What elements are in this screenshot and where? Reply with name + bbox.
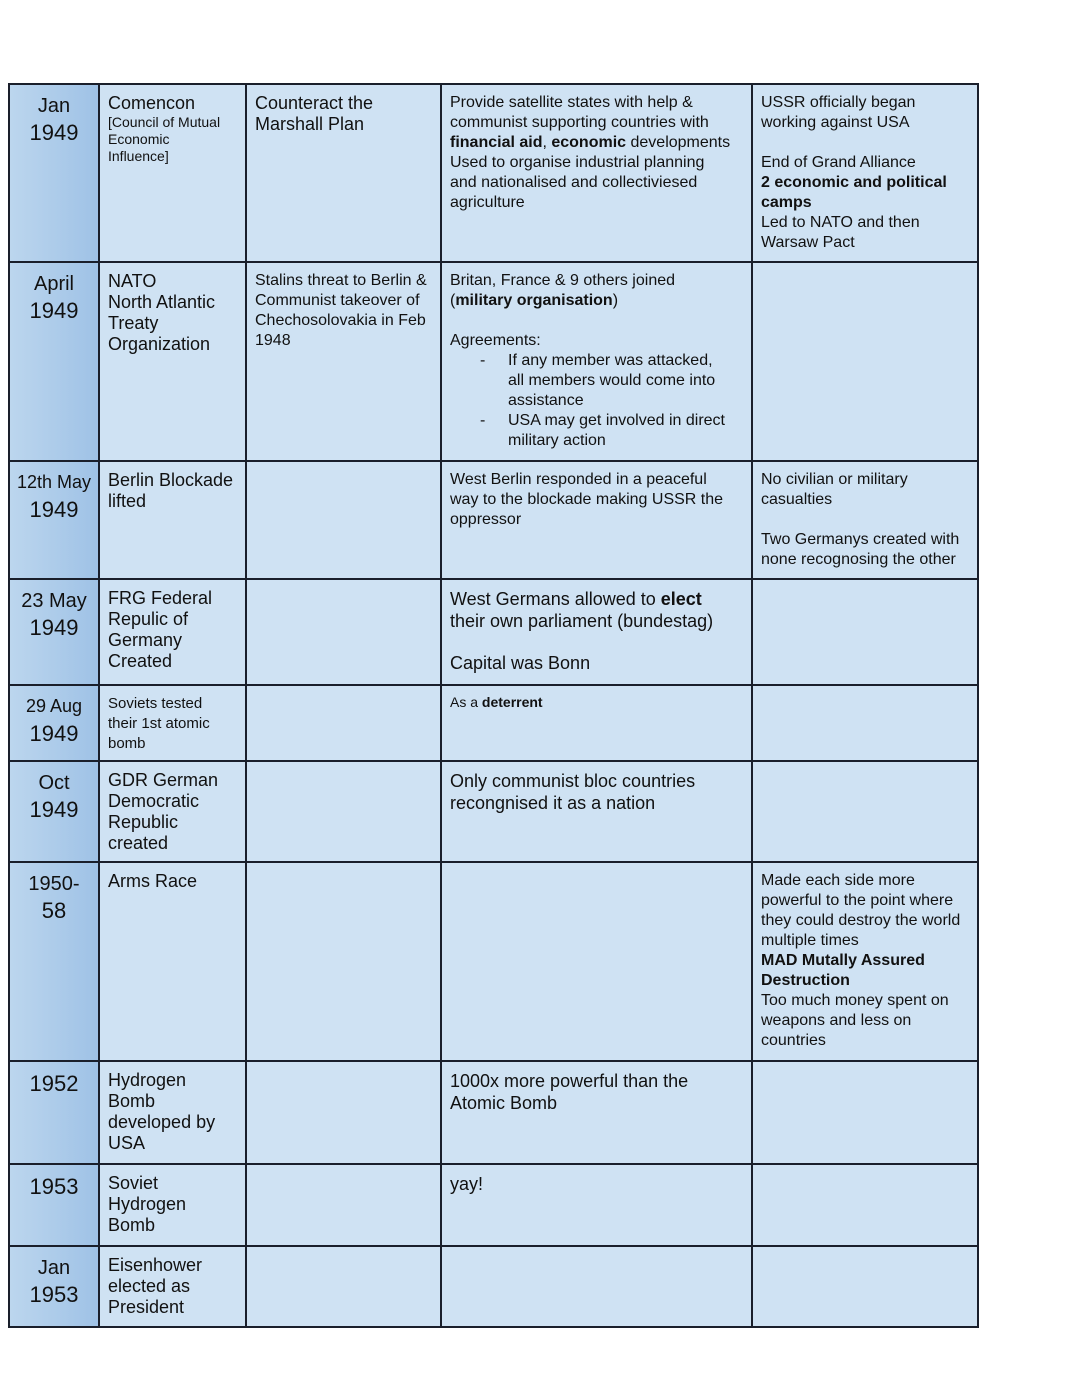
event-line: elected as: [108, 1276, 191, 1296]
details-line: [450, 311, 743, 331]
event-cell: [99, 461, 246, 579]
consequences-line: casualties: [761, 491, 833, 508]
text-segment: West Germans allowed to: [450, 589, 661, 609]
table-row: [9, 84, 978, 262]
bullet-text: all members would come into: [508, 372, 716, 389]
consequences-line: countries: [761, 1032, 826, 1049]
details-line: [450, 291, 743, 311]
consequences-line: End of Grand Alliance: [761, 154, 916, 171]
bullet-text: If any member was attacked,: [508, 352, 713, 369]
date-line: April: [33, 273, 74, 295]
cause-line: Marshall Plan: [255, 114, 365, 134]
date-line: 1953: [29, 1174, 79, 1199]
cause-cell: [246, 461, 441, 579]
details-line: communist supporting countries with: [450, 114, 709, 131]
bold-text: military organisation: [455, 292, 613, 309]
consequences-cell: [752, 1246, 978, 1327]
details-cell: [441, 1246, 752, 1327]
consequences-cell: [752, 1061, 978, 1164]
date-line: 1949: [29, 615, 79, 640]
bullet-item: [450, 391, 743, 411]
event-line: Germany: [108, 630, 183, 650]
date-line: 1949: [29, 721, 79, 746]
event-line: Comencon: [108, 93, 196, 113]
bold-text: camps: [761, 194, 812, 211]
bullet-text: USA may get involved in direct: [508, 412, 725, 429]
date-cell: [9, 685, 99, 761]
details-cell: [441, 262, 752, 461]
bullet-text: assistance: [508, 392, 584, 409]
date-line: 1949: [29, 797, 79, 822]
consequences-line: they could destroy the world: [761, 912, 961, 929]
cause-cell: [246, 862, 441, 1061]
cause-line: 1948: [255, 332, 291, 349]
event-cell: [99, 262, 246, 461]
event-line: NATO: [108, 271, 157, 291]
consequences-line: none recognosing the other: [761, 551, 956, 568]
event-line: FRG Federal: [108, 588, 213, 608]
details-cell: [441, 579, 752, 685]
consequences-line: [761, 193, 969, 213]
event-line: Arms Race: [108, 871, 198, 891]
event-line: USA: [108, 1133, 146, 1153]
details-cell: [441, 685, 752, 761]
event-line: Repulic of: [108, 609, 189, 629]
event-line: their 1st atomic: [108, 715, 210, 732]
details-line: oppressor: [450, 511, 522, 528]
bold-text: elect: [660, 589, 702, 609]
details-line: Atomic Bomb: [450, 1093, 558, 1113]
text-segment: (: [450, 292, 456, 309]
event-cell: [99, 685, 246, 761]
event-line: Berlin Blockade: [108, 470, 234, 490]
details-line: recongnised it as a nation: [450, 793, 656, 813]
details-cell: [441, 761, 752, 862]
details-line: yay!: [450, 1174, 484, 1194]
table-row: [9, 579, 978, 685]
bullet-dash: [480, 391, 508, 411]
date-line: 1949: [29, 298, 79, 323]
details-line: Capital was Bonn: [450, 653, 591, 673]
text-segment: ): [612, 292, 619, 309]
cause-cell: [246, 1061, 441, 1164]
table-body: [9, 84, 978, 1327]
event-subtitle: Economic: [108, 131, 170, 147]
consequences-line: [761, 510, 969, 530]
details-line: [450, 588, 743, 610]
bullet-item: [450, 351, 743, 371]
event-cell: [99, 1061, 246, 1164]
date-line: 29 Aug: [25, 696, 83, 716]
cause-cell: [246, 579, 441, 685]
event-line: Hydrogen: [108, 1070, 187, 1090]
consequences-cell: [752, 262, 978, 461]
bold-text: 2 economic and political: [761, 174, 947, 191]
bullet-item: [450, 411, 743, 431]
date-line: 1953: [29, 1282, 79, 1307]
details-line: 1000x more powerful than the: [450, 1071, 689, 1091]
event-line: developed by: [108, 1112, 216, 1132]
cause-cell: [246, 84, 441, 262]
details-line: [450, 632, 743, 652]
date-cell: [9, 84, 99, 262]
cause-line: Stalins threat to Berlin &: [255, 272, 427, 289]
bold-text: financial aid: [450, 134, 543, 151]
event-subtitle: Influence]: [108, 148, 169, 164]
date-cell: [9, 1061, 99, 1164]
consequences-line: [761, 951, 969, 971]
bullet-dash: [480, 371, 508, 391]
details-cell: [441, 862, 752, 1061]
event-cell: [99, 1164, 246, 1246]
event-line: Democratic: [108, 791, 200, 811]
date-cell: [9, 579, 99, 685]
cause-line: Communist takeover of: [255, 292, 420, 309]
details-line: Used to organise industrial planning: [450, 154, 705, 171]
details-line: Agreements:: [450, 332, 541, 349]
details-line: Only communist bloc countries: [450, 771, 696, 791]
event-line: Eisenhower: [108, 1255, 203, 1275]
consequences-line: Two Germanys created with: [761, 531, 960, 548]
bold-text: Destruction: [761, 972, 850, 989]
details-cell: [441, 84, 752, 262]
consequences-line: powerful to the point where: [761, 892, 954, 909]
event-line: President: [108, 1297, 185, 1317]
details-cell: [441, 1061, 752, 1164]
consequences-cell: [752, 685, 978, 761]
cause-cell: [246, 1246, 441, 1327]
details-line: West Berlin responded in a peaceful: [450, 471, 707, 488]
date-line: 23 May: [21, 590, 87, 612]
event-cell: [99, 761, 246, 862]
event-line: Hydrogen: [108, 1194, 187, 1214]
consequences-line: Too much money spent on: [761, 992, 949, 1009]
event-cell: [99, 1246, 246, 1327]
consequences-cell: [752, 862, 978, 1061]
bullet-text: military action: [508, 432, 606, 449]
event-line: Soviets tested: [108, 695, 203, 712]
consequences-line: [761, 173, 969, 193]
event-cell: [99, 862, 246, 1061]
consequences-line: [761, 133, 969, 153]
bullet-dash: [480, 431, 508, 451]
details-line: [450, 694, 743, 714]
date-cell: [9, 1246, 99, 1327]
event-line: Treaty: [108, 313, 159, 333]
bold-text: MAD Mutally Assured: [761, 952, 925, 969]
details-line: way to the blockade making USSR the: [450, 491, 724, 508]
event-line: North Atlantic: [108, 292, 216, 312]
date-line: Jan: [37, 95, 71, 117]
cause-line: Chechosolovakia in Feb: [255, 312, 426, 329]
cold-war-timeline-table: [8, 83, 979, 1328]
text-segment: developments: [626, 134, 731, 151]
consequences-cell: [752, 84, 978, 262]
cause-cell: [246, 262, 441, 461]
event-line: Soviet: [108, 1173, 159, 1193]
bold-text: deterrent: [481, 694, 543, 710]
event-line: bomb: [108, 735, 146, 752]
bullet-dash: -: [480, 352, 486, 369]
event-line: Bomb: [108, 1091, 156, 1111]
event-line: GDR German: [108, 770, 219, 790]
event-line: created: [108, 833, 169, 853]
event-line: Created: [108, 651, 173, 671]
table-row: [9, 1061, 978, 1164]
details-line: and nationalised and collectiviesed: [450, 174, 698, 191]
consequences-line: Led to NATO and then: [761, 214, 920, 231]
details-line: Britan, France & 9 others joined: [450, 272, 676, 289]
consequences-line: [761, 971, 969, 991]
cause-cell: [246, 1164, 441, 1246]
date-line: 1952: [29, 1071, 79, 1096]
consequences-line: multiple times: [761, 932, 859, 949]
table-row: [9, 685, 978, 761]
text-segment: ,: [542, 134, 552, 151]
date-line: 12th May: [16, 472, 92, 492]
bullet-dash: -: [480, 412, 486, 429]
date-line: Oct: [38, 772, 70, 794]
bullet-item: [450, 431, 743, 451]
consequences-line: Warsaw Pact: [761, 234, 855, 251]
event-cell: [99, 579, 246, 685]
consequences-cell: [752, 461, 978, 579]
event-line: Bomb: [108, 1215, 156, 1235]
consequences-cell: [752, 761, 978, 862]
date-line: 1950-: [28, 873, 80, 895]
event-cell: [99, 84, 246, 262]
details-cell: [441, 461, 752, 579]
event-line: Republic: [108, 812, 179, 832]
details-line: Provide satellite states with help &: [450, 94, 693, 111]
event-subtitle: [Council of Mutual: [108, 114, 221, 130]
event-line: Organization: [108, 334, 211, 354]
table-row: [9, 1164, 978, 1246]
consequences-line: No civilian or military: [761, 471, 908, 488]
date-line: 1949: [29, 497, 79, 522]
cause-cell: [246, 761, 441, 862]
table-row: [9, 262, 978, 461]
table-row: [9, 862, 978, 1061]
date-cell: [9, 262, 99, 461]
table-row: [9, 1246, 978, 1327]
date-line: 58: [41, 898, 67, 923]
consequences-line: USSR officially began: [761, 94, 916, 111]
details-line: agriculture: [450, 194, 525, 211]
consequences-cell: [752, 579, 978, 685]
consequences-line: working against USA: [761, 114, 910, 131]
consequences-line: Made each side more: [761, 872, 915, 889]
date-cell: [9, 862, 99, 1061]
date-cell: [9, 461, 99, 579]
table-row: [9, 761, 978, 862]
details-cell: [441, 1164, 752, 1246]
details-line: their own parliament (bundestag): [450, 611, 714, 631]
table-row: [9, 461, 978, 579]
cause-line: Counteract the: [255, 93, 374, 113]
date-cell: [9, 761, 99, 862]
date-line: 1949: [29, 120, 79, 145]
consequences-cell: [752, 1164, 978, 1246]
bold-text: economic: [551, 134, 627, 151]
date-cell: [9, 1164, 99, 1246]
bullet-item: [450, 371, 743, 391]
details-line: [450, 133, 743, 153]
cause-cell: [246, 685, 441, 761]
consequences-line: weapons and less on: [761, 1012, 912, 1029]
text-segment: As a: [450, 694, 482, 710]
date-line: Jan: [37, 1257, 71, 1279]
event-line: lifted: [108, 491, 147, 511]
